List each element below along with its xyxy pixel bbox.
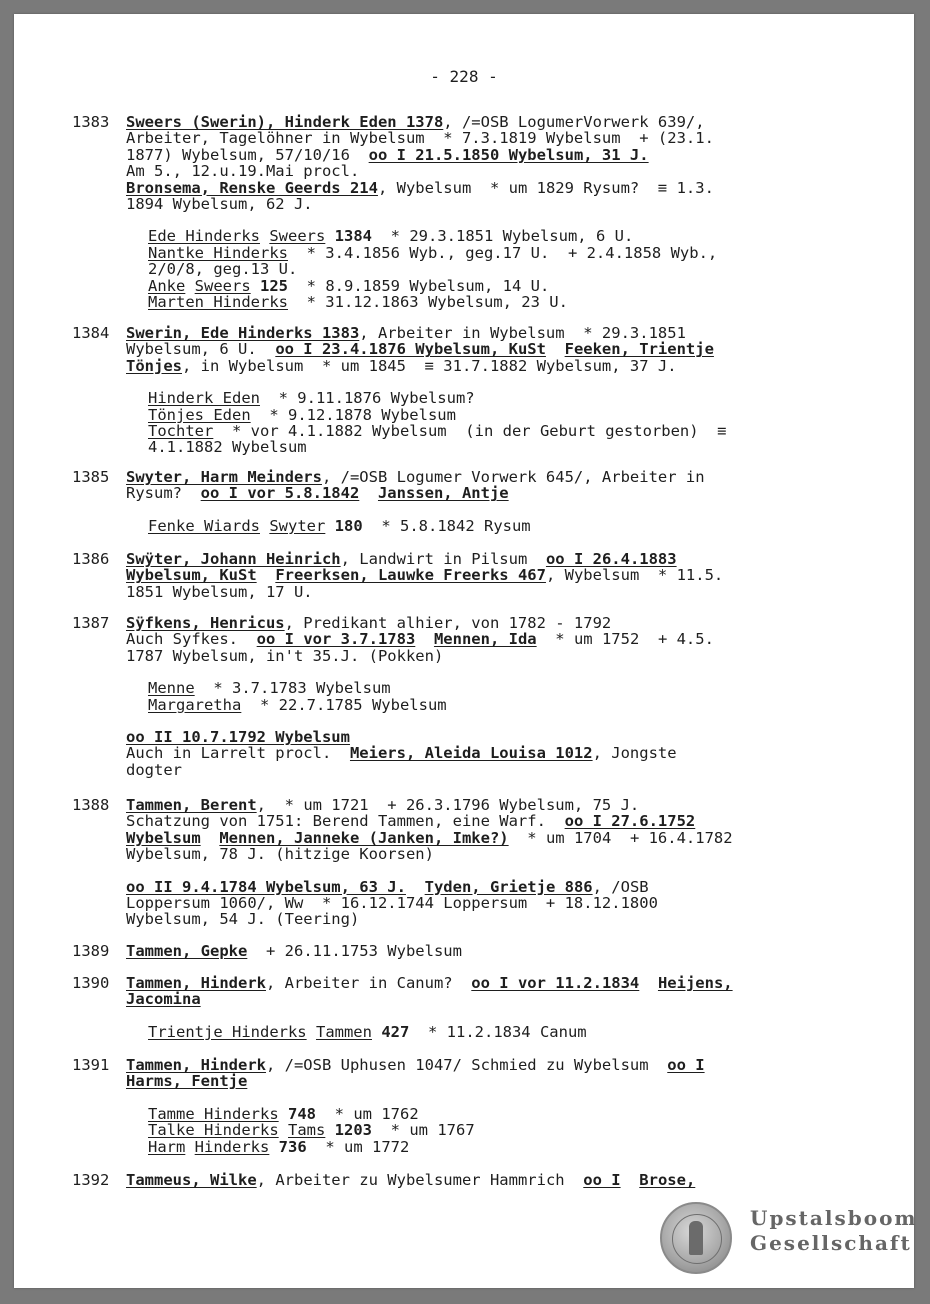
entry-line: Wybelsum Mennen, Janneke (Janken, Imke?) * um 1704 + 16.4.1782 <box>126 828 733 847</box>
document-page <box>14 14 918 1288</box>
page-number: - 228 - <box>430 67 498 86</box>
entry-line: Arbeiter, Tagelöhner in Wybelsum * 7.3.1819 Wybelsum + (23.1. <box>126 129 714 148</box>
marriage-line: oo II 10.7.1792 Wybelsum <box>126 728 350 747</box>
entry-line: Am 5., 12.u.19.Mai procl. <box>126 162 360 181</box>
children-list <box>148 680 862 713</box>
entry-1391 <box>72 1057 862 1155</box>
entry-number: 1387 <box>72 614 110 632</box>
entry-text <box>126 797 862 928</box>
marriage-line: dogter <box>126 760 182 779</box>
child-line: Nantke Hinderks * 3.4.1856 Wyb., geg.17 U. + 2.4.1858 Wyb., <box>148 243 718 262</box>
entry-text <box>126 114 862 310</box>
entry-line: Sweers (Swerin), Hinderk Eden 1378, /=OSB LogumerVorwerk 639/, <box>126 113 705 131</box>
seal-icon <box>660 1202 732 1274</box>
publisher-logo <box>660 1202 918 1282</box>
marriage-line: Loppersum 1060/, Ww * 16.12.1744 Loppersum + 18.12.1800 <box>126 894 658 913</box>
children-list <box>148 228 862 310</box>
children-list <box>148 518 862 534</box>
entry-number: 1386 <box>72 550 110 568</box>
entry-text <box>126 975 862 1040</box>
child-line: Tochter * vor 4.1.1882 Wybelsum (in der Geburt gestorben) ≡ <box>148 422 727 441</box>
entry-text <box>126 1057 862 1155</box>
child-line: Trientje Hinderks Tammen 427 * 11.2.1834 Canum <box>148 1022 587 1041</box>
entry-line: Tammen, Hinderk, /=OSB Uphusen 1047/ Schmied zu Wybelsum oo I <box>126 1056 705 1074</box>
marriage-line: Auch in Larrelt procl. Meiers, Aleida Louisa 1012, Jongste <box>126 744 677 763</box>
entry-line: Tönjes, in Wybelsum * um 1845 ≡ 31.7.1882 Wybelsum, 37 J. <box>126 356 677 375</box>
entry-line: Wybelsum, 6 U. oo I 23.4.1876 Wybelsum, KuSt Feeken, Trientje <box>126 340 714 359</box>
child-line: 2/0/8, geg.13 U. <box>148 260 298 279</box>
entry-text <box>126 615 862 778</box>
entry-number: 1391 <box>72 1056 110 1074</box>
children-list <box>148 390 862 456</box>
entry-text <box>126 469 862 534</box>
child-line: Tönjes Eden * 9.12.1878 Wybelsum <box>148 405 456 424</box>
entry-line: Auch Syfkes. oo I vor 3.7.1783 Mennen, Ida * um 1752 + 4.5. <box>126 630 714 649</box>
entry-text <box>126 1172 862 1188</box>
entry-line: 1894 Wybelsum, 62 J. <box>126 195 313 214</box>
entry-line: Jacomina <box>126 990 201 1009</box>
entry-number: 1388 <box>72 796 110 814</box>
entry-text <box>126 325 862 456</box>
entry-line: Tammen, Hinderk, Arbeiter in Canum? oo I vor 11.2.1834 Heijens, <box>126 974 733 992</box>
entry-1385 <box>72 469 862 534</box>
children-list <box>148 1106 862 1155</box>
child-line: Tamme Hinderks 748 * um 1762 <box>148 1104 419 1123</box>
entry-1388 <box>72 797 862 928</box>
entry-line: Schatzung von 1751: Berend Tammen, eine Warf. oo I 27.6.1752 <box>126 812 696 831</box>
entry-line: Swÿter, Johann Heinrich, Landwirt in Pilsum oo I 26.4.1883 <box>126 550 677 568</box>
marriage-line: oo II 9.4.1784 Wybelsum, 63 J. Tyden, Grietje 886, /OSB <box>126 877 649 896</box>
logo-line-2: Gesellschaft <box>750 1231 912 1255</box>
child-line: Hinderk Eden * 9.11.1876 Wybelsum? <box>148 389 475 408</box>
entry-1390 <box>72 975 862 1040</box>
child-line: Harm Hinderks 736 * um 1772 <box>148 1137 410 1156</box>
child-line: Ede Hinderks Sweers 1384 * 29.3.1851 Wybelsum, 6 U. <box>148 227 634 246</box>
entry-line: 1851 Wybelsum, 17 U. <box>126 582 313 601</box>
entry-line: Tammeus, Wilke, Arbeiter zu Wybelsumer Hammrich oo I Brose, <box>126 1171 696 1189</box>
second-marriage <box>126 729 862 778</box>
entry-line: Tammen, Gepke + 26.11.1753 Wybelsum <box>126 942 462 960</box>
child-line: Margaretha * 22.7.1785 Wybelsum <box>148 695 447 714</box>
entry-line: 1877) Wybelsum, 57/10/16 oo I 21.5.1850 Wybelsum, 31 J. <box>126 145 649 164</box>
entry-line: Swyter, Harm Meinders, /=OSB Logumer Vorwerk 645/, Arbeiter in <box>126 468 705 486</box>
entry-text <box>126 551 862 600</box>
entry-1392 <box>72 1172 862 1188</box>
entry-number: 1385 <box>72 468 110 486</box>
entry-line: 1787 Wybelsum, in't 35.J. (Pokken) <box>126 646 444 665</box>
entry-line: Harms, Fentje <box>126 1072 248 1091</box>
children-list <box>148 1024 862 1040</box>
entry-line: Bronsema, Renske Geerds 214, Wybelsum * um 1829 Rysum? ≡ 1.3. <box>126 178 714 197</box>
child-line: Anke Sweers 125 * 8.9.1859 Wybelsum, 14 U. <box>148 276 550 295</box>
logo-line-1: Upstalsboom <box>750 1206 918 1230</box>
entry-1384 <box>72 325 862 456</box>
entry-line: Sÿfkens, Henricus, Predikant alhier, von 1782 - 1792 <box>126 614 612 632</box>
entry-line: Swerin, Ede Hinderks 1383, Arbeiter in Wybelsum * 29.3.1851 <box>126 324 686 342</box>
marriage-line: Wybelsum, 54 J. (Teering) <box>126 910 360 929</box>
entry-line: Wybelsum, 78 J. (hitzige Koorsen) <box>126 845 434 864</box>
entry-1383 <box>72 114 862 310</box>
child-line: Fenke Wiards Swyter 180 * 5.8.1842 Rysum <box>148 516 531 535</box>
entry-line: Rysum? oo I vor 5.8.1842 Janssen, Antje <box>126 484 509 503</box>
entry-number: 1389 <box>72 942 110 960</box>
child-line: Talke Hinderks Tams 1203 * um 1767 <box>148 1121 475 1140</box>
entry-1387 <box>72 615 862 778</box>
entry-number: 1384 <box>72 324 110 342</box>
second-marriage <box>126 879 862 928</box>
entry-number: 1383 <box>72 113 110 131</box>
entry-number: 1392 <box>72 1171 110 1189</box>
entry-1389 <box>72 943 862 959</box>
entry-number: 1390 <box>72 974 110 992</box>
entry-line: Wybelsum, KuSt Freerksen, Lauwke Freerks 467, Wybelsum * 11.5. <box>126 566 724 585</box>
entry-line: Tammen, Berent, * um 1721 + 26.3.1796 Wybelsum, 75 J. <box>126 796 640 814</box>
entry-1386 <box>72 551 862 600</box>
child-line: 4.1.1882 Wybelsum <box>148 438 307 457</box>
child-line: Marten Hinderks * 31.12.1863 Wybelsum, 23 U. <box>148 293 568 312</box>
entry-text <box>126 943 862 959</box>
child-line: Menne * 3.7.1783 Wybelsum <box>148 679 391 698</box>
